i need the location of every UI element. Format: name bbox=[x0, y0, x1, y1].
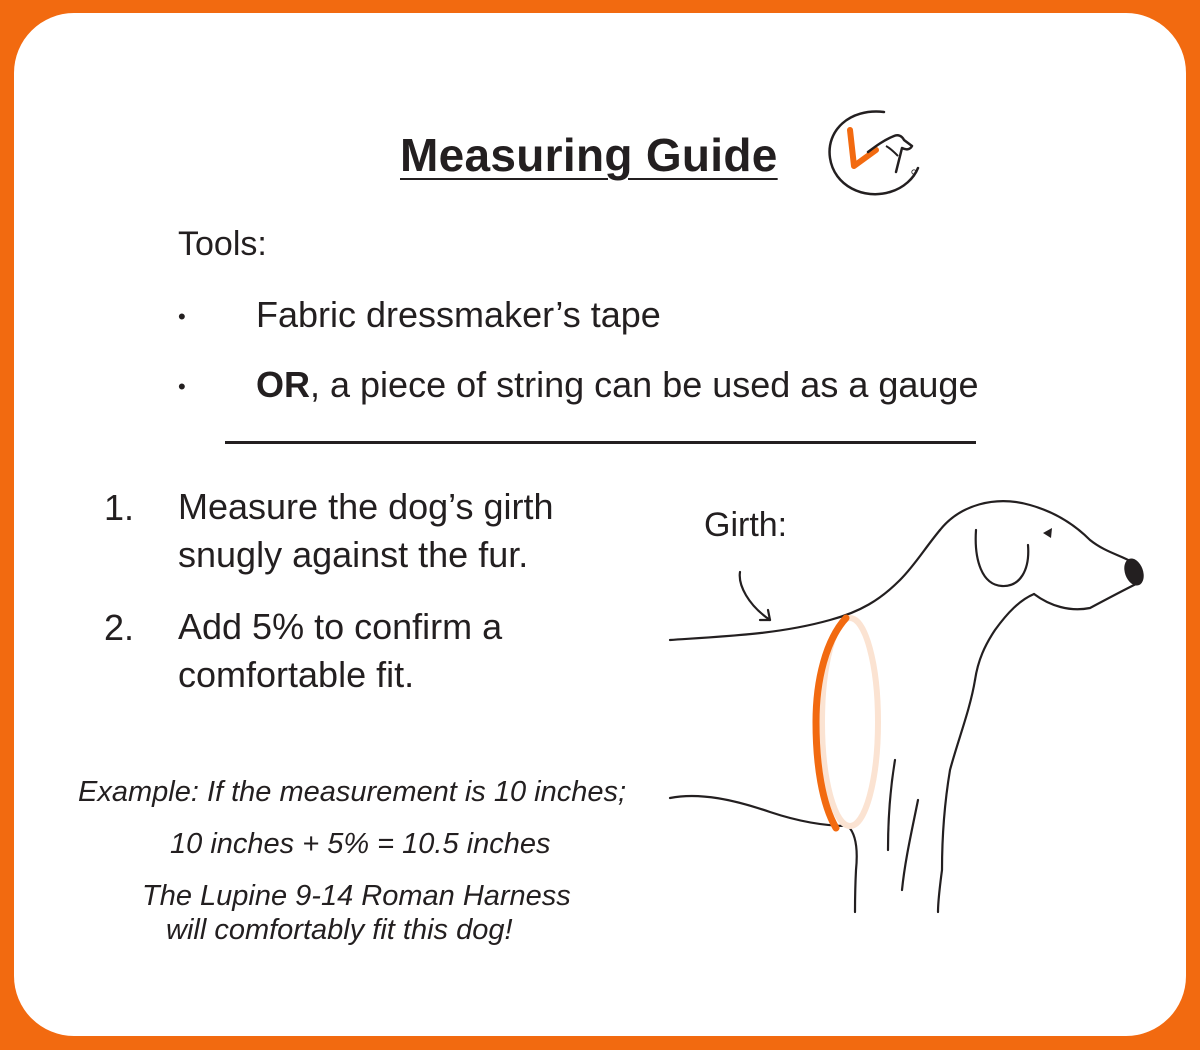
tool-item-string bbox=[256, 364, 978, 406]
bullet-icon: • bbox=[178, 374, 186, 399]
page-title: Measuring Guide bbox=[400, 129, 778, 181]
section-divider bbox=[225, 441, 976, 444]
tool-item-tape bbox=[256, 294, 661, 336]
girth-label: Girth: bbox=[704, 506, 788, 544]
lupine-dog-logo-icon bbox=[824, 106, 924, 202]
tool-item-text: , a piece of string can be used as a gauge bbox=[310, 364, 979, 405]
example-calculation: 10 inches + 5% = 10.5 inches bbox=[170, 828, 551, 860]
tool-item-text: Fabric dressmaker’s tape bbox=[256, 294, 661, 335]
tools-heading: Tools: bbox=[178, 225, 267, 263]
step-text: Measure the dog’s girth snugly against the fur. bbox=[178, 486, 554, 575]
example-line: Example: If the measurement is 10 inches; bbox=[78, 776, 627, 808]
bullet-icon: • bbox=[178, 304, 186, 329]
example-result: The Lupine 9-14 Roman Harness bbox=[142, 880, 571, 912]
step-number: 1. bbox=[104, 487, 135, 528]
dog-outline-icon bbox=[660, 490, 1160, 920]
step-text: Add 5% to confirm a comfortable fit. bbox=[178, 606, 503, 695]
tool-item-bold: OR bbox=[256, 364, 310, 405]
example-result: will comfortably fit this dog! bbox=[166, 914, 513, 946]
step-number: 2. bbox=[104, 607, 135, 648]
girth-ring-icon bbox=[816, 618, 878, 828]
